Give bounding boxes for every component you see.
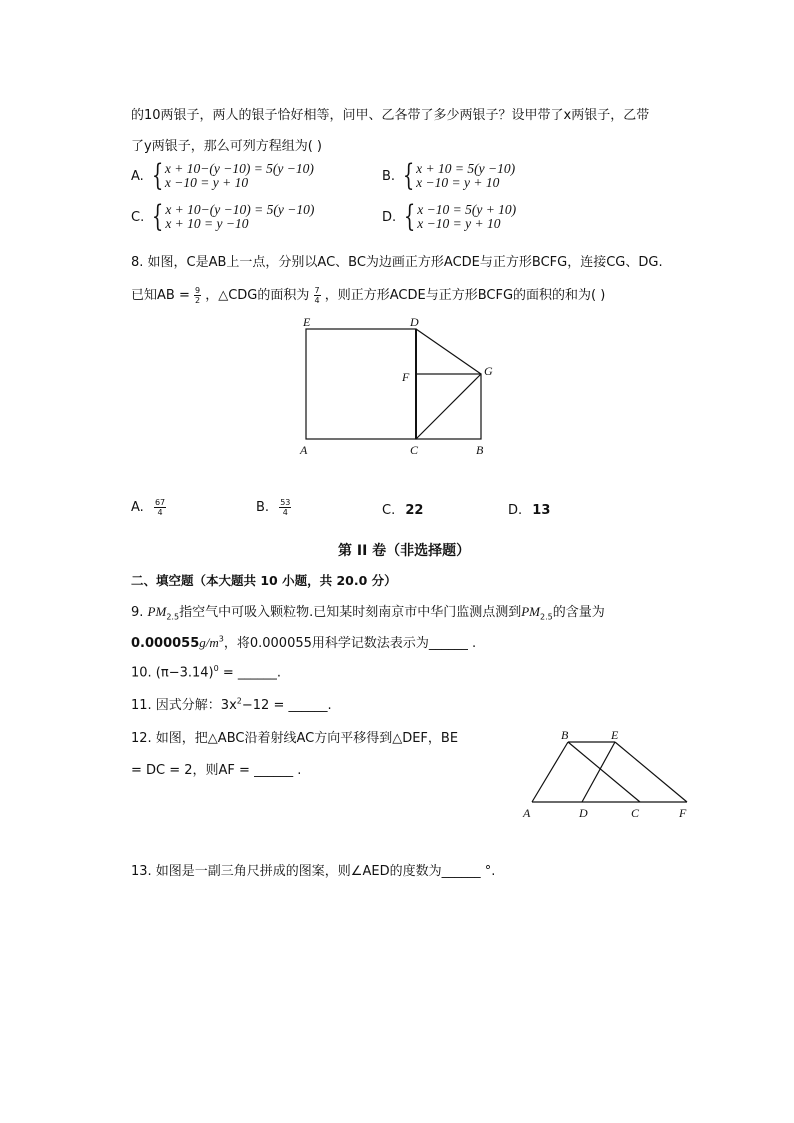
q9-line1 [131,601,605,622]
label-a: A [300,443,308,457]
segment-ab [532,742,568,802]
label-d: D [579,806,588,820]
label-f: F [679,806,687,820]
label-e: E [611,728,619,742]
equation-2: x −10 = y + 10 [416,175,500,190]
q8-option-a[interactable] [131,498,166,517]
q8-option-b[interactable] [256,498,291,517]
equation-1: x + 10−(y −10) = 5(y −10) [165,202,315,217]
q9-unit-exp: 3 [218,634,224,644]
q8-text-c: ，则正方形ACDE与正方形BCFG的面积的和为( ) [324,288,606,303]
label-c: C [631,806,640,820]
q7-option-c[interactable] [131,199,315,234]
q9-unit: g/m [199,635,219,650]
q10-exp: 0 [213,664,219,673]
q8-text-b: ，△CDG的面积为 [205,288,310,303]
segment-de [582,742,615,802]
option-label: C. [382,503,396,518]
part2-title: 第 II 卷（非选择题） [338,543,471,559]
option-label: C. [131,209,145,225]
pm-subscript: 2.5 [539,612,553,622]
q8-text-a: 已知AB = [131,288,190,303]
option-label: D. [508,503,523,518]
brace-icon: { [151,158,164,193]
q7-line2: 了y两银子，那么可列方程组为( ) [131,139,322,154]
square-acde [306,329,416,439]
fraction-area [314,286,321,305]
label-b: B [561,728,569,742]
denominator: 2 [194,296,201,305]
equation-1: x −10 = 5(y + 10) [417,202,517,217]
denominator: 4 [157,508,163,517]
q12-line1: 12. 如图，把△ABC沿着射线AC方向平移得到△DEF，BE [131,731,459,746]
label-c: C [410,443,419,457]
equation-1: x + 10 = 5(y −10) [416,161,516,176]
option-value: 13 [532,503,551,518]
q9-text-mid: 指空气中可吸入颗粒物.已知某时刻南京市中华门监测点测到 [179,605,522,620]
q9-text-b: ，将0.000055用科学记数法表示为______ . [223,636,477,651]
q8-line1: 8. 如图，C是AB上一点，分别以AC、BC为边画正方形ACDE与正方形BCFG，连接CG、DG. [131,255,663,270]
option-fraction [154,498,166,517]
q8-line2 [131,284,605,305]
denominator: 4 [314,296,320,305]
q10-text-b: = ______. [218,665,282,681]
equation-2: x + 10 = y −10 [165,216,249,231]
q9-text-post: 的含量为 [552,605,605,620]
option-label: B. [256,500,270,515]
numerator: 9 [194,286,201,295]
denominator: 4 [282,508,288,517]
label-e: E [303,315,311,329]
equation-system [417,203,516,231]
q7-option-d[interactable] [382,199,517,234]
option-label: D. [382,209,397,225]
label-a: A [523,806,531,820]
equation-2: x −10 = y + 10 [417,216,501,231]
q10 [131,664,281,680]
brace-icon: { [402,158,415,193]
brace-icon: { [403,199,416,234]
option-label: A. [131,168,144,184]
pm-symbol: PM [147,604,167,619]
segment-bc [568,742,640,802]
numerator: 67 [154,498,166,507]
q10-text-a: 10. (π−3.14) [131,665,214,681]
segment-cg [416,374,481,439]
q7-line1: 的10两银子，两人的银子恰好相等，问甲、乙各带了多少两银子？设甲带了x两银子，乙带 [131,108,650,123]
label-g: G [484,364,493,378]
segment-ef [615,742,687,802]
label-d: D [410,315,419,329]
equation-1: x + 10−(y −10) = 5(y −10) [164,161,314,176]
q12-figure [520,724,700,824]
equation-system [165,203,314,231]
equation-2: x −10 = y + 10 [164,175,249,190]
q9-value: 0.000055 [131,636,200,651]
q7-option-a[interactable] [131,158,314,193]
segment-dg [416,329,481,374]
q8-figure [296,312,506,462]
equation-system [165,162,314,190]
pm-subscript: 2.5 [166,612,180,622]
q12-line2: = DC = 2，则AF = ______ . [131,763,302,778]
q11 [131,694,332,713]
label-b: B [476,443,484,457]
label-f: F [402,370,410,384]
option-label: A. [131,500,144,515]
q11-exp: 2 [236,696,242,706]
q9-number: 9. [131,605,148,620]
q13: 13. 如图是一副三角尺拼成的图案，则∠AED的度数为______ °. [131,864,496,879]
option-fraction [279,498,291,517]
fraction-ab [194,286,201,305]
pm-symbol: PM [521,604,540,619]
q8-option-c[interactable] [382,503,423,518]
option-label: B. [382,168,396,184]
q9-line2 [131,632,476,651]
numerator: 7 [314,286,320,295]
numerator: 53 [280,498,291,507]
q11-text-b: −12 = ______. [241,698,332,713]
brace-icon: { [152,199,164,234]
q11-text-a: 11. 因式分解：3x [131,698,237,713]
option-value: 22 [405,503,424,518]
equation-system [416,162,515,190]
section2-heading: 二、填空题（本大题共 10 小题，共 20.0 分） [131,573,397,588]
q8-option-d[interactable] [508,503,550,518]
q7-option-b[interactable] [382,158,516,193]
